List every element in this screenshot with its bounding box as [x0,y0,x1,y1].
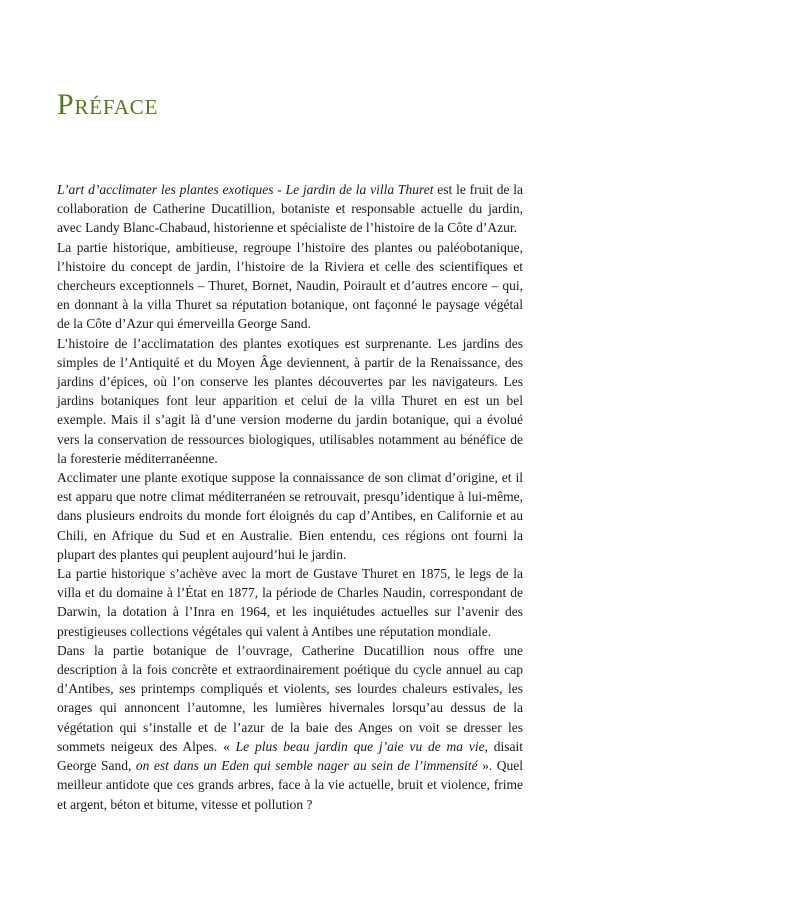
italic-text-segment: Le plus beau jardin que j’aie vu de ma vie [235,738,485,754]
text-segment: est le fruit de la collaboration de Catherine Ducatillion, botaniste et responsable actuelle du jardin, avec Landy Blanc-Chabaud, historienne et spécialiste de l’histoire de la Côte d’Azur. [57,182,524,236]
text-segment: Dans la partie botanique de l’ouvrage, Catherine Ducatillion nous offre une description à la fois concrète et extraordinairement poétique du cycle annuel au cap d’Antibes, ses printemps compliqués et violents, ses lourdes chaleurs estivales, les orages qui annoncent l’automne, les lumières hivernales lorsqu’au dessus de la végétation qui s’installe et de l’azur de la baie des Anges on voit se dresser les sommets neigeux des Alpes. « [57,642,523,754]
text-segment: ». Quel meilleur antidote que ces grands arbres, face à la vie actuelle, bruit et violence, frime et argent, béton et bitume, vitesse et pollution ? [57,758,523,812]
italic-text-segment: on est dans un Eden qui semble nager au sein de l’immensité [135,758,478,774]
text-segment: La partie historique s’achève avec la mort de Gustave Thuret en 1875, le legs de la villa et du domaine à l’État en 1877, la période de Charles Naudin, correspondant de Darwin, la dotation à l’Inra en 1964, et les inquiétudes actuelles sur l’avenir des prestigieuses collections végétales qui valent à Antibes une réputation mondiale. [57,566,523,639]
italic-text-segment: L’art d’acclimater les plantes exotiques - Le jardin de la villa Thuret [57,182,434,197]
text-segment: La partie historique, ambitieuse, regroupe l’histoire des plantes ou paléobotanique, l’histoire du concept de jardin, l’histoire de la Riviera et celle des scientifiques et chercheurs exceptionnels – Thuret, Bornet, Naudin, Poirault et d’autres encore – qui, en donnant à la villa Thuret sa réputation botanique, ont façonné le paysage végétal de la Côte d’Azur qui émerveilla George Sand. [57,239,523,332]
text-segment: , disait George Sand, [57,738,524,774]
paragraph [57,468,523,564]
paragraph [57,564,523,641]
paragraph [57,334,523,468]
text-segment: Acclimater une plante exotique suppose la connaissance de son climat d’origine, et il est apparu que notre climat méditerranéen se retrouvait, presqu’identique à lui-même, dans plusieurs endroits du monde fort éloignés du cap d’Antibes, en Californie et au Chili, en Afrique du Sud et en Australie. Bien entendu, ces régions ont fourni la plupart des plantes qui peuplent aujourd’hui le jardin. [57,470,523,562]
paragraph [57,641,523,814]
paragraph [57,238,523,334]
preface-heading: Préface [57,88,159,121]
preface-body [57,180,523,814]
text-segment: L’histoire de l’acclimatation des plantes exotiques est surprenante. Les jardins des simples de l’Antiquité et du Moyen Âge deviennent, à partir de la Renaissance, des jardins d’épices, où l’on conserve les plantes découvertes par les navigateurs. Les jardins botaniques font leur apparition et celui de la villa Thuret en est un bel exemple. Mais il s’agit là d’une version moderne du jardin botanique, qui a évolué vers la conservation de ressources biologiques, utilisables notamment au bénéfice de la foresterie méditerranéenne. [57,335,523,466]
paragraph [57,180,523,238]
